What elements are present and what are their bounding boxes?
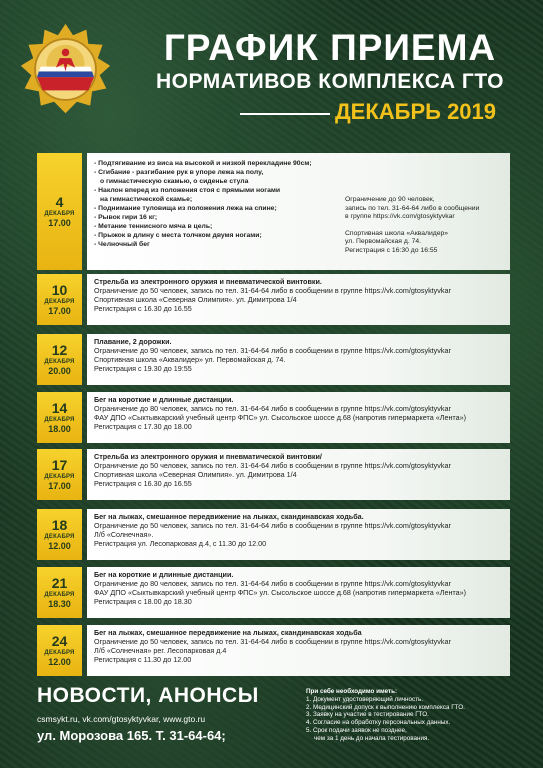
event-details <box>87 392 510 443</box>
date-day: 10 <box>51 281 68 298</box>
requirements-title: При себе необходимо иметь: <box>306 688 398 695</box>
date-badge <box>37 334 82 385</box>
side-line: Регистрация с 16:30 до 16:55 <box>345 246 438 254</box>
list-item: - Наклон вперед из положения стоя с прямыми ногами <box>94 187 281 194</box>
requirement-item: чем за 1 день до начала тестирования. <box>314 734 430 742</box>
event-row-dec-12 <box>37 334 510 385</box>
event-line: Спортивная школа «Северная Олимпия». ул. Димитрова 1/4 <box>94 295 297 304</box>
date-badge <box>37 567 82 618</box>
event-line: Спортивная школа «Северная Олимпия». ул. Димитрова 1/4 <box>94 470 297 479</box>
event-title: Плавание, 2 дорожки. <box>94 337 172 346</box>
event-line: Регистрация с 11.30 до 12.00 <box>94 655 192 664</box>
event-line: Регистрация ул. Лесопарковая д.4, с 11.30 до 12.00 <box>94 539 267 548</box>
date-badge <box>37 274 82 325</box>
event-row-dec-24 <box>37 625 510 676</box>
requirement-item: 3. Заявку на участие в тестирование ГТО. <box>306 711 429 719</box>
side-line: запись по тел. 31-64-64 либо в сообщении <box>345 204 480 212</box>
disciplines-list <box>94 159 349 249</box>
list-item: - Сгибание - разгибание рук в упоре лежа на полу, <box>94 169 264 176</box>
date-month: ДЕКАБРЯ <box>44 649 75 656</box>
event-line: Регистрация с 19.30 до 19:55 <box>94 364 192 373</box>
requirement-item: 4. Согласие на обработку персональных данных. <box>306 719 451 727</box>
event-details <box>87 567 510 618</box>
title-month: ДЕКАБРЬ 2019 <box>335 99 497 124</box>
event-details <box>87 449 510 500</box>
date-time: 20.00 <box>48 365 71 376</box>
event-side-info <box>345 196 535 256</box>
event-details <box>87 274 510 325</box>
date-time: 17.00 <box>48 480 71 491</box>
date-day: 18 <box>51 516 68 533</box>
event-line: Ограничение до 50 человек, запись по тел. 31-64-64 либо в сообщении в группе https://vk.com/gtosyktyvkar <box>94 286 451 295</box>
event-line: Спортивная школа «Аквалидер» ул. Первомайская д. 74. <box>94 355 286 364</box>
list-item: - Метание теннисного мяча в цель; <box>94 223 213 230</box>
list-item: о гимнастическую скамью, о сиденье стула <box>100 178 249 185</box>
event-title: Бег на лыжах, смешанное передвижение на лыжах, скандинавская ходьба <box>94 628 362 637</box>
event-line: Л/б «Солнечная». <box>94 530 154 539</box>
list-item: - Челночный бег <box>94 241 150 248</box>
event-line: ФАУ ДПО «Сыктывкарский учебный центр ФПС» ул. Сысольское шоссе д.68 (напротив гипермаркета «Лента») <box>94 413 467 422</box>
event-row-dec-10 <box>37 274 510 325</box>
event-title: Бег на лыжах, смешанное передвижение на лыжах, скандинавская ходьба. <box>94 512 364 521</box>
side-line: ул. Первомайская д. 74. <box>345 238 422 246</box>
date-time: 18.00 <box>48 423 71 434</box>
event-title: Стрельба из электронного оружия и пневматической винтовки/ <box>94 452 322 461</box>
date-month: ДЕКАБРЯ <box>44 416 75 423</box>
contact-address: ул. Морозова 165. Т. 31-64-64; <box>37 728 226 743</box>
event-title: Бег на короткие и длинные дистанции. <box>94 570 234 579</box>
date-day: 21 <box>51 574 68 591</box>
event-line: ФАУ ДПО «Сыктывкарский учебный центр ФПС» ул. Сысольское шоссе д.68 (напротив гипермаркета «Лента») <box>94 588 467 597</box>
event-details <box>87 153 510 270</box>
date-time: 17.00 <box>48 217 71 228</box>
event-details <box>87 625 510 676</box>
gto-medal-logo <box>18 22 113 117</box>
date-day: 14 <box>51 399 68 416</box>
header <box>0 0 543 145</box>
list-item: - Рывок гири 16 кг; <box>94 214 158 221</box>
date-month: ДЕКАБРЯ <box>44 210 75 217</box>
side-line: в группе https://vk.com/gtosyktyvkar <box>345 213 455 221</box>
side-spacer <box>345 222 535 230</box>
date-badge <box>37 509 82 560</box>
news-heading: НОВОСТИ, АНОНСЫ <box>37 684 259 707</box>
list-item: - Прыжок в длину с места толчком двумя ногами; <box>94 232 262 239</box>
list-item: - Подтягивание из виса на высокой и низкой перекладине 90см; <box>94 160 312 167</box>
date-time: 17.00 <box>48 305 71 316</box>
side-line: Спортивная школа «Аквалидер» <box>345 229 449 237</box>
requirements-block <box>306 688 536 743</box>
event-title: Бег на короткие и длинные дистанции. <box>94 395 234 404</box>
title-divider <box>240 113 330 115</box>
requirement-item: 5. Срок подачи заявок не позднее, <box>306 726 407 734</box>
date-month: ДЕКАБРЯ <box>44 358 75 365</box>
date-time: 12.00 <box>48 656 71 667</box>
event-row-dec-18 <box>37 509 510 560</box>
event-details <box>87 509 510 560</box>
date-time: 12.00 <box>48 540 71 551</box>
date-time: 18.30 <box>48 598 71 609</box>
event-line: Ограничение до 80 человек, запись по тел. 31-64-64 либо в сообщении в группе https://vk.com/gtosyktyvkar <box>94 404 451 413</box>
date-month: ДЕКАБРЯ <box>44 533 75 540</box>
date-month: ДЕКАБРЯ <box>44 473 75 480</box>
event-line: Регистрация с 16.30 до 16.55 <box>94 304 192 313</box>
event-row-dec-14 <box>37 392 510 443</box>
requirement-item: 2. Медицинский допуск к выполнению комплекса ГТО. <box>306 703 465 711</box>
title-line-2: НОРМАТИВОВ КОМПЛЕКСА ГТО <box>156 70 504 93</box>
date-badge <box>37 449 82 500</box>
date-month: ДЕКАБРЯ <box>44 298 75 305</box>
date-day: 4 <box>55 193 64 210</box>
event-row-dec-21 <box>37 567 510 618</box>
date-month: ДЕКАБРЯ <box>44 591 75 598</box>
date-badge <box>37 153 82 270</box>
event-line: Ограничение до 50 человек, запись по тел. 31-64-64 либо в сообщении в группе https://vk.com/gtosyktyvkar <box>94 461 451 470</box>
requirement-item: 1. Документ удостоверяющий личность. <box>306 695 424 703</box>
date-day: 17 <box>51 456 68 473</box>
title-line-1: ГРАФИК ПРИЕМА <box>163 27 497 68</box>
event-row-dec-4 <box>37 153 510 270</box>
event-line: Ограничение до 80 человек, запись по тел. 31-64-64 либо в сообщении в группе https://vk.com/gtosyktyvkar <box>94 579 451 588</box>
event-line: Регистрация с 18.00 до 18.30 <box>94 597 192 606</box>
event-details <box>87 334 510 385</box>
event-line: Регистрация с 16.30 до 16.55 <box>94 479 192 488</box>
date-badge <box>37 625 82 676</box>
side-line: Ограничение до 90 человек, <box>345 196 435 203</box>
event-line: Ограничение до 90 человек, запись по тел. 31-64-64 либо в сообщении в группе https://vk.com/gtosyktyvkar <box>94 346 451 355</box>
date-day: 24 <box>51 632 68 649</box>
list-item: на гимнастической скамье; <box>100 196 193 203</box>
event-title: Стрельба из электронного оружия и пневматической винтовки. <box>94 277 322 286</box>
event-row-dec-17 <box>37 449 510 500</box>
event-line: Регистрация с 17.30 до 18.00 <box>94 422 192 431</box>
contact-links[interactable]: csmsykt.ru, vk.com/gtosyktyvkar, www.gto.ru <box>37 714 206 724</box>
date-badge <box>37 392 82 443</box>
list-item: - Поднимание туловища из положения лежа на спине; <box>94 205 277 212</box>
event-line: Ограничение до 50 человек, запись по тел. 31-64-64 либо в сообщении в группе https://vk.com/gtosyktyvkar <box>94 637 451 646</box>
date-day: 12 <box>51 341 68 358</box>
event-line: Ограничение до 50 человек, запись по тел. 31-64-64 либо в сообщении в группе https://vk.com/gtosyktyvkar <box>94 521 451 530</box>
event-line: Л/б «Солнечная» рег. Лесопарковая д.4 <box>94 646 227 655</box>
